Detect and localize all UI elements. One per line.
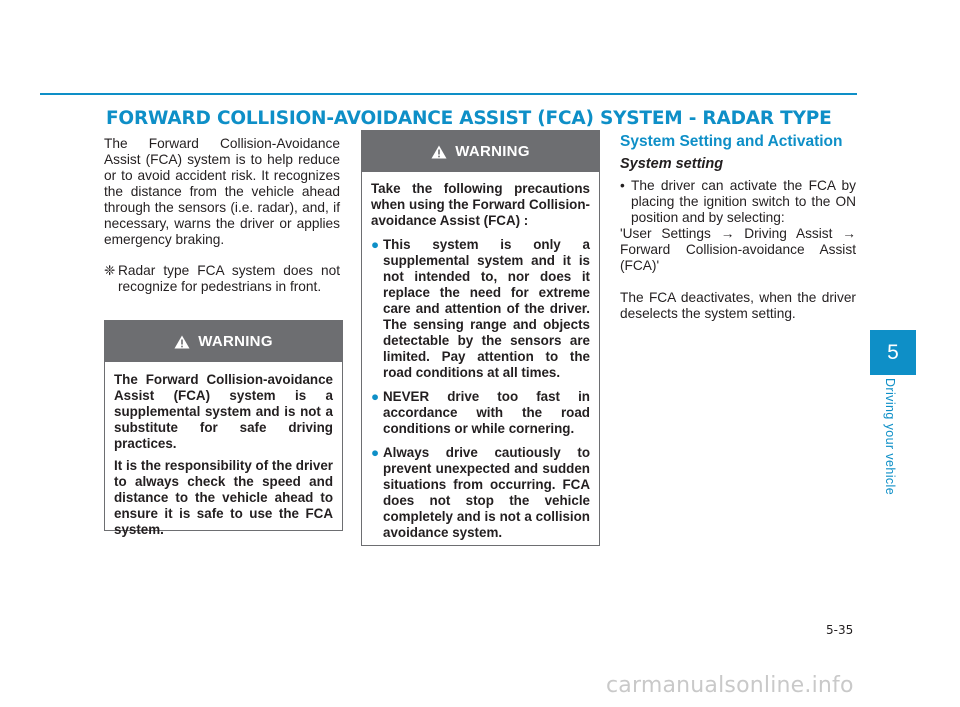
- warning-paragraph: It is the responsibility of the driver to always check the speed and distance to the vehicle ahead to ensure it is safe to use the FCA system.: [114, 458, 333, 537]
- chapter-tab: 5: [870, 330, 916, 375]
- warning-list: [371, 237, 590, 541]
- list-item-text: Always drive cautiously to prevent unexpected and sudden situations from occurring. FCA does not stop the vehicle completely and is not a collision avoidance system.: [383, 445, 590, 540]
- list-item-text: NEVER drive too fast in accordance with the road conditions or while cornering.: [383, 389, 590, 436]
- bullet-icon: •: [620, 178, 625, 193]
- intro-column: [104, 136, 340, 295]
- warning-header: [362, 131, 599, 172]
- warning-label: WARNING: [198, 333, 273, 350]
- warning-body: [105, 362, 342, 538]
- intro-paragraph: The Forward Collision-Avoidance Assist (FCA) system is to help reduce or to avoid accident risk. It recognizes the distance from the vehicle ahead through the sensors (i.e. radar), and, if necessary, warns the driver or applies emergency braking.: [104, 136, 340, 247]
- list-item-text: This system is only a supplemental system and it is not intended to, nor does it replace the need for extreme care and attention of the driver. The sensing range and objects detectable by the sensors are limited. Pay attention to the road conditions at all times.: [383, 237, 590, 380]
- bullet-icon: ●: [371, 445, 380, 460]
- section-heading: System Setting and Activation: [620, 133, 843, 150]
- bullet-text: The driver can activate the FCA by placing the ignition switch to the ON position and by selecting:: [631, 178, 856, 225]
- warning-box-precautions: [361, 130, 600, 546]
- page-number: 5-35: [826, 623, 854, 637]
- deactivation-paragraph: The FCA deactivates, when the driver deselects the system setting.: [620, 290, 856, 321]
- warning-paragraph: The Forward Collision-avoidance Assist (FCA) system is a supplemental system and is not a substitute for safe driving practices.: [114, 372, 333, 451]
- menu-path: 'User Settings → Driving Assist → Forward Collision-avoidance Assist (FCA)': [620, 226, 856, 273]
- top-rule: [40, 93, 857, 95]
- warning-triangle-icon: [431, 145, 447, 159]
- settings-column: [620, 133, 856, 322]
- watermark: carmanualsonline.info: [606, 673, 854, 698]
- list-item: [371, 389, 590, 437]
- bullet-icon: ●: [371, 237, 380, 252]
- warning-header: [105, 321, 342, 362]
- section-title: FORWARD COLLISION-AVOIDANCE ASSIST (FCA) SYSTEM - RADAR TYPE: [106, 108, 832, 129]
- note: [104, 263, 340, 295]
- warning-triangle-icon: [174, 335, 190, 349]
- list-item: [371, 445, 590, 541]
- list-item: [371, 237, 590, 381]
- warning-box-supplemental: [104, 320, 343, 537]
- warning-body: [362, 172, 599, 541]
- bullet-icon: ●: [371, 389, 380, 404]
- subsection-heading: System setting: [620, 156, 724, 172]
- note-text: Radar type FCA system does not recognize for pedestrians in front.: [118, 263, 340, 294]
- chapter-label: Driving your vehicle: [883, 378, 897, 496]
- list-item: [620, 178, 856, 226]
- warning-intro: Take the following precautions when using the Forward Collision-avoidance Assist (FCA) :: [371, 181, 590, 228]
- note-symbol: ❈: [104, 263, 116, 278]
- warning-label: WARNING: [455, 143, 530, 160]
